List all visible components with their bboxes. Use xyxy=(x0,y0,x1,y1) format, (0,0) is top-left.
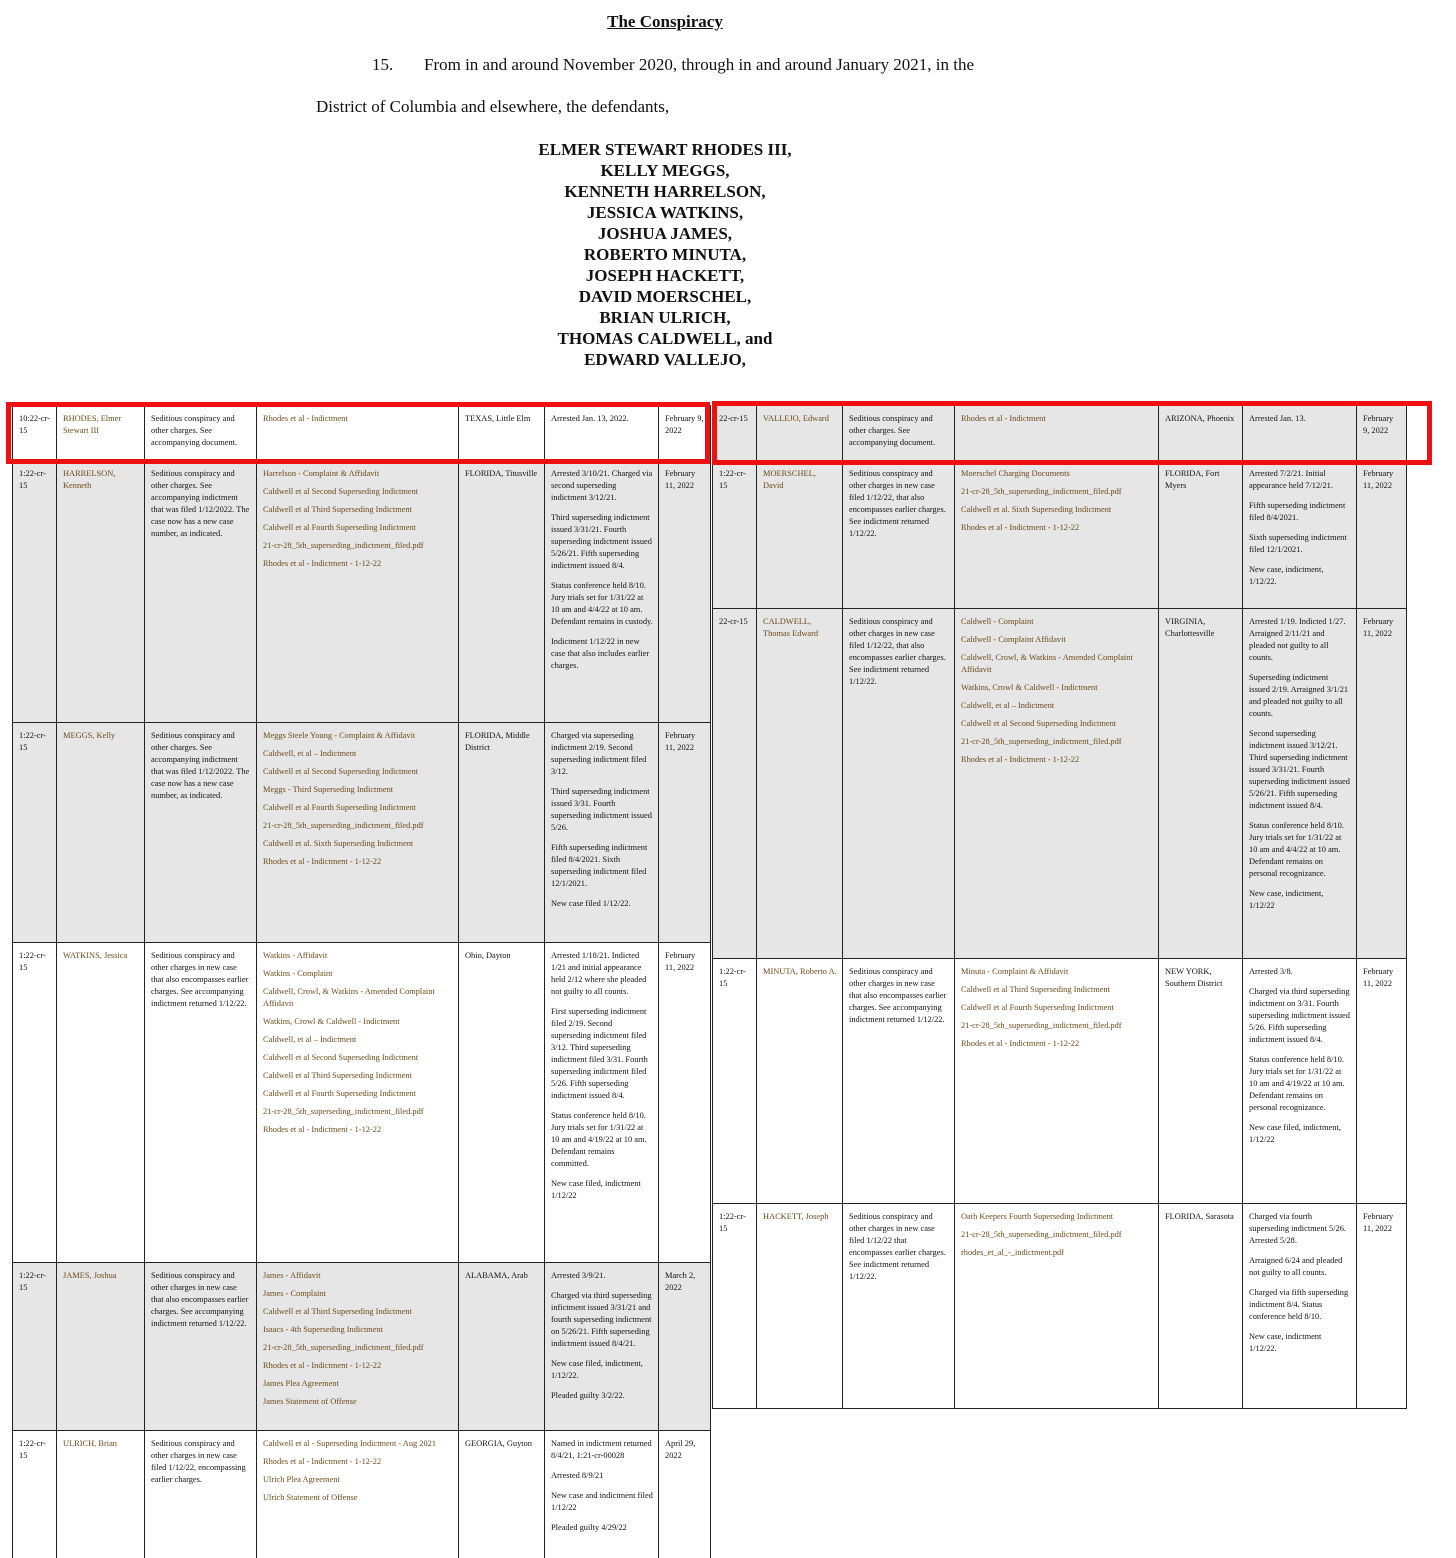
case-row xyxy=(13,1431,711,1558)
defendant-name-cell: MINUTA, Roberto A. xyxy=(757,959,843,1204)
document-link[interactable]: Caldwell et al Second Superseding Indictment xyxy=(263,487,419,496)
case-row xyxy=(13,461,711,723)
document-link[interactable]: Caldwell et al Fourth Superseding Indictment xyxy=(263,803,416,812)
status-paragraph: Arrested 3/8. xyxy=(1249,967,1293,976)
updated-date-cell: February 9, 2022 xyxy=(659,406,711,461)
status-paragraph: Second superseding indictment issued 3/12/21. Third superseding indictment issued 3/31/21. Fourth superseding indictment issued 5/26/21. Fifth superseding indictment issued 8/4. xyxy=(1249,729,1350,810)
charges-cell: Seditious conspiracy and other charges. See accompanying document. xyxy=(843,406,955,461)
document-link[interactable]: Meggs Steele Young - Complaint & Affidavit xyxy=(263,731,416,740)
status-paragraph: Arrested 8/9/21 xyxy=(551,1471,604,1480)
location-cell: FLORIDA, Fort Myers xyxy=(1159,461,1243,609)
defendant-name-cell: MEGGS, Kelly xyxy=(57,723,145,943)
document-link[interactable]: Rhodes et al - Indictment - 1-12-22 xyxy=(961,755,1080,764)
documents-cell xyxy=(955,1204,1159,1409)
status-paragraph: Fifth superseding indictment filed 8/4/2021. xyxy=(1249,501,1346,522)
case-number-cell: 1:22-cr-15 xyxy=(13,461,57,723)
location-cell: FLORIDA, Sarasota xyxy=(1159,1204,1243,1409)
case-row xyxy=(13,723,711,943)
case-row xyxy=(713,461,1407,609)
document-link[interactable]: Caldwell et al Fourth Superseding Indictment xyxy=(961,1003,1114,1012)
charges-cell: Seditious conspiracy and other charges in new case filed 1/12/22 that encompasses earlier charges. See indictment returned 1/12/22. xyxy=(843,1204,955,1409)
document-link[interactable]: Isaacs - 4th Superseding Indictment xyxy=(263,1325,384,1334)
status-cell xyxy=(1243,1204,1357,1409)
document-link[interactable]: Caldwell et al Third Superseding Indictment xyxy=(263,505,412,514)
case-number-cell: 22-cr-15 xyxy=(713,609,757,959)
status-paragraph: Fifth superseding indictment filed 8/4/2021. Sixth superseding indictment filed 12/1/2021. xyxy=(551,843,648,888)
status-paragraph: Arrested Jan. 13, 2022. xyxy=(551,414,629,423)
document-link[interactable]: Moerschel Charging Documents xyxy=(961,469,1070,478)
document-link[interactable]: Minuta - Complaint & Affidavit xyxy=(961,967,1069,976)
paragraph-line-2: District of Columbia and elsewhere, the defendants, xyxy=(316,97,670,116)
document-link[interactable]: Watkins - Complaint xyxy=(263,969,333,978)
document-link[interactable]: Rhodes et al - Indictment - 1-12-22 xyxy=(263,857,382,866)
status-cell xyxy=(545,723,659,943)
section-title: The Conspiracy xyxy=(607,12,723,31)
document-link[interactable]: 21-cr-28_5th_superseding_indictment_filed.pdf xyxy=(263,1343,424,1352)
updated-date-cell: February 11, 2022 xyxy=(1357,959,1407,1204)
documents-cell xyxy=(257,943,459,1263)
location-cell: NEW YORK, Southern District xyxy=(1159,959,1243,1204)
document-link[interactable]: Watkins, Crowl & Caldwell - Indictment xyxy=(263,1017,400,1026)
document-link[interactable]: Caldwell et al Second Superseding Indictment xyxy=(263,767,419,776)
documents-cell xyxy=(955,609,1159,959)
document-link[interactable]: James - Complaint xyxy=(263,1289,326,1298)
location-cell: ARIZONA, Phoenix xyxy=(1159,406,1243,461)
status-paragraph: Pleaded guilty 4/29/22 xyxy=(551,1523,627,1532)
defendant-name-cell: JAMES, Joshua xyxy=(57,1263,145,1431)
charges-cell: Seditious conspiracy and other charges. See accompanying indictment that was filed 1/12/2022. The case now has a new case number, as indicated. xyxy=(145,461,257,723)
paragraph-text-1: From in and around November 2020, through in and around January 2021, in the xyxy=(424,55,975,74)
status-paragraph: Arrested 1/19. Indicted 1/27. Arraigned 2/11/21 and pleaded not guilty to all counts. xyxy=(1249,617,1346,662)
status-cell xyxy=(1243,406,1357,461)
document-link[interactable]: Ulrich Statement of Offense xyxy=(263,1493,358,1502)
document-link[interactable]: Caldwell, Crowl, & Watkins - Amended Complaint Affidavit xyxy=(961,653,1133,674)
case-table-right xyxy=(712,405,1407,1409)
location-cell: ALABAMA, Arab xyxy=(459,1263,545,1431)
status-paragraph: Third superseding indictment issued 3/31/21. Fourth superseding indictment issued 5/26/21. Fifth superseding indictment issued 8/4. xyxy=(551,513,652,570)
defendant-name-cell: VALLEJO, Edward xyxy=(757,406,843,461)
document-link[interactable]: Caldwell - Complaint xyxy=(961,617,1034,626)
location-cell: TEXAS, Little Elm xyxy=(459,406,545,461)
case-table-left xyxy=(12,405,711,1558)
document-link[interactable]: Caldwell et al. Sixth Superseding Indictment xyxy=(263,839,414,848)
location-cell: FLORIDA, Titusville xyxy=(459,461,545,723)
status-cell xyxy=(1243,959,1357,1204)
defendant-name: BRIAN ULRICH, xyxy=(599,308,731,327)
documents-cell xyxy=(257,461,459,723)
status-paragraph: New case filed, indictment, 1/12/22 xyxy=(1249,1123,1341,1144)
charges-cell: Seditious conspiracy and other charges in new case that also encompasses earlier charges. See accompanying indictment returned 1/12/22. xyxy=(145,943,257,1263)
charges-cell: Seditious conspiracy and other charges. See accompanying document. xyxy=(145,406,257,461)
document-link[interactable]: Rhodes et al - Indictment xyxy=(263,414,348,423)
status-paragraph: Superseding indictment issued 2/19. Arraigned 3/1/21 and pleaded not guilty to all counts. xyxy=(1249,673,1349,718)
document-link[interactable]: 21-cr-28_5th_superseding_indictment_filed.pdf xyxy=(263,541,424,550)
document-link[interactable]: Caldwell et al Fourth Superseding Indictment xyxy=(263,523,416,532)
case-row xyxy=(13,943,711,1263)
status-paragraph: New case, indictment 1/12/22. xyxy=(1249,1332,1322,1353)
defendant-name: DAVID MOERSCHEL, xyxy=(578,287,752,306)
status-paragraph: New case and indictment filed 1/12/22 xyxy=(551,1491,653,1512)
document-link[interactable]: Ulrich Plea Agreement xyxy=(263,1475,340,1484)
status-paragraph: Arrested 1/18/21. Indicted 1/21 and initial appearance held 2/12 where she pleaded not guilty to all counts. xyxy=(551,951,647,996)
defendant-name: JOSEPH HACKETT, xyxy=(585,266,745,285)
document-link[interactable]: 21-cr-28_5th_superseding_indictment_filed.pdf xyxy=(961,1230,1122,1239)
status-paragraph: Status conference held 8/10. Jury trials set for 1/31/22 at 10 am and 4/19/22 at 10 am. Defendant remains committed. xyxy=(551,1111,647,1168)
status-paragraph: Charged via third superseding infictment issued 3/31/21 and fourth superseding indictment on 5/26/21. Fifth superseding indictment issued 8/4/21. xyxy=(551,1291,652,1348)
status-paragraph: Charged via fourth superseding indictment 5/26. Arrested 5/28. xyxy=(1249,1212,1346,1245)
document-link[interactable]: Meggs - Third Superseding Indictment xyxy=(263,785,394,794)
charges-cell: Seditious conspiracy and other charges in new case filed 1/12/22, encompassing earlier charges. xyxy=(145,1431,257,1558)
case-number-cell: 10:22-cr-15 xyxy=(13,406,57,461)
defendant-name-cell: MOERSCHEL, David xyxy=(757,461,843,609)
status-paragraph: New case filed, indictment 1/12/22 xyxy=(551,1179,641,1200)
defendant-name: KENNETH HARRELSON, xyxy=(564,182,766,201)
charges-cell: Seditious conspiracy and other charges in new case that also encompasses earlier charges. See accompanying indictment returned 1/12/22. xyxy=(145,1263,257,1431)
document-link[interactable]: Caldwell et al - Superseding Indictment - Aug 2021 xyxy=(263,1439,437,1448)
case-number-cell: 1:22-cr-15 xyxy=(713,1204,757,1409)
defendant-name-cell: HARRELSON, Kenneth xyxy=(57,461,145,723)
updated-date-cell: February 11, 2022 xyxy=(1357,1204,1407,1409)
case-number-cell: 1:22-cr-15 xyxy=(713,959,757,1204)
case-number-cell: 22-cr-15 xyxy=(713,406,757,461)
status-paragraph: Charged via third superseding indictment on 3/31. Fourth superseding indictment issued 5/26. Fifth superseding indictment issued 8/4. xyxy=(1249,987,1350,1044)
defendant-name: EDWARD VALLEJO, xyxy=(584,350,746,369)
location-cell: VIRGINIA, Charlottesville xyxy=(1159,609,1243,959)
document-link[interactable]: Rhodes et al - Indictment - 1-12-22 xyxy=(263,1457,382,1466)
location-cell: GEORGIA, Guyton xyxy=(459,1431,545,1558)
defendant-name: JESSICA WATKINS, xyxy=(586,203,744,222)
document-link[interactable]: Caldwell et al Third Superseding Indictment xyxy=(961,985,1110,994)
charges-cell: Seditious conspiracy and other charges. See accompanying indictment that was filed 1/12/2022. The case now has a new case number, as indicated. xyxy=(145,723,257,943)
status-cell xyxy=(1243,609,1357,959)
status-cell xyxy=(545,461,659,723)
document-link[interactable]: Caldwell et al Third Superseding Indictment xyxy=(263,1307,412,1316)
document-link[interactable]: Caldwell et al Second Superseding Indictment xyxy=(961,719,1117,728)
document-link[interactable]: James Statement of Offense xyxy=(263,1397,357,1406)
case-number-cell: 1:22-cr-15 xyxy=(13,1263,57,1431)
defendant-name-cell: RHODES, Elmer Stewart III xyxy=(57,406,145,461)
charges-cell: Seditious conspiracy and other charges in new case filed 1/12/22, that also encompasses earlier charges. See indictment returned 1/12/22. xyxy=(843,461,955,609)
status-paragraph: Arrested 3/10/21. Charged via second superseding indictment 3/12/21. xyxy=(551,469,653,502)
updated-date-cell: February 11, 2022 xyxy=(1357,461,1407,609)
status-paragraph: Status conference held 8/10. Jury trials set for 1/31/22 at 10 am and 4/4/22 at 10 am. Defendant remains on personal recognizance. xyxy=(1249,821,1344,878)
updated-date-cell: February 11, 2022 xyxy=(659,723,711,943)
document-link[interactable]: Caldwell - Complaint Affidavit xyxy=(961,635,1066,644)
location-cell: Ohio, Dayton xyxy=(459,943,545,1263)
paragraph-line-1 xyxy=(372,55,974,75)
documents-cell xyxy=(257,723,459,943)
document-link[interactable]: Caldwell, et al – Indictment xyxy=(263,749,357,758)
updated-date-cell: April 29, 2022 xyxy=(659,1431,711,1558)
document-link[interactable]: 21-cr-28_5th_superseding_indictment_filed.pdf xyxy=(263,1107,424,1116)
updated-date-cell: March 2, 2022 xyxy=(659,1263,711,1431)
status-paragraph: Indictment 1/12/22 in new case that also includes earlier charges. xyxy=(551,637,650,670)
case-number-cell: 1:22-cr-15 xyxy=(13,723,57,943)
status-paragraph: Arrested 7/2/21. Initial appearance held 7/12/21. xyxy=(1249,469,1333,490)
case-row xyxy=(713,406,1407,461)
document-link[interactable]: Caldwell, et al – Indictment xyxy=(263,1035,357,1044)
status-paragraph: Arrested Jan. 13. xyxy=(1249,414,1306,423)
defendant-name-cell: HACKETT, Joseph xyxy=(757,1204,843,1409)
document-link[interactable]: Caldwell et al Third Superseding Indictment xyxy=(263,1071,412,1080)
defendant-name-cell: ULRICH, Brian xyxy=(57,1431,145,1558)
status-paragraph: Sixth superseding indictment filed 12/1/2021. xyxy=(1249,533,1347,554)
document-link[interactable]: James - Affidavit xyxy=(263,1271,321,1280)
status-cell xyxy=(545,943,659,1263)
status-cell xyxy=(545,1263,659,1431)
document-link[interactable]: 21-cr-28_5th_superseding_indictment_filed.pdf xyxy=(961,487,1122,496)
document-link[interactable]: James Plea Agreement xyxy=(263,1379,339,1388)
status-paragraph: Pleaded guilty 3/2/22. xyxy=(551,1391,625,1400)
documents-cell xyxy=(257,1263,459,1431)
document-link[interactable]: Rhodes et al - Indictment xyxy=(961,414,1046,423)
status-paragraph: Charged via fifth superseding indictment 8/4. Status conference held 8/10. xyxy=(1249,1288,1349,1321)
document-link[interactable]: Caldwell et al Second Superseding Indictment xyxy=(263,1053,419,1062)
document-link[interactable]: rhodes_et_al_-_indictment.pdf xyxy=(961,1248,1065,1257)
defendant-list xyxy=(0,139,1330,370)
document-link[interactable]: 21-cr-28_5th_superseding_indictment_filed.pdf xyxy=(263,821,424,830)
updated-date-cell: February 9, 2022 xyxy=(1357,406,1407,461)
document-link[interactable]: Caldwell, Crowl, & Watkins - Amended Complaint Affidavit xyxy=(263,987,435,1008)
documents-cell xyxy=(955,406,1159,461)
status-paragraph: New case filed 1/12/22. xyxy=(551,899,631,908)
documents-cell xyxy=(257,406,459,461)
document-link[interactable]: Rhodes et al - Indictment - 1-12-22 xyxy=(263,1125,382,1134)
charges-cell: Seditious conspiracy and other charges in new case filed 1/12/22, that also encompasses earlier charges. See indictment returned 1/12/22. xyxy=(843,609,955,959)
paragraph-number: 15. xyxy=(372,55,394,74)
updated-date-cell: February 11, 2022 xyxy=(659,943,711,1263)
defendant-name-cell: WATKINS, Jessica xyxy=(57,943,145,1263)
document-link[interactable]: 21-cr-28_5th_superseding_indictment_filed.pdf xyxy=(961,737,1122,746)
document-link[interactable]: Rhodes et al - Indictment - 1-12-22 xyxy=(961,1039,1080,1048)
defendant-name-cell: CALDWELL, Thomas Edward xyxy=(757,609,843,959)
case-row xyxy=(13,1263,711,1431)
status-cell xyxy=(545,1431,659,1558)
status-paragraph: Status conference held 8/10. Jury trials set for 1/31/22 at 10 am and 4/19/22 at 10 am. Defendant remains on personal recognizance. xyxy=(1249,1055,1345,1112)
document-link[interactable]: Rhodes et al - Indictment - 1-12-22 xyxy=(263,559,382,568)
document-link[interactable]: Caldwell et al Fourth Superseding Indictment xyxy=(263,1089,416,1098)
documents-cell xyxy=(955,461,1159,609)
document-link[interactable]: Watkins - Affidavit xyxy=(263,951,328,960)
document-link[interactable]: Watkins, Crowl & Caldwell - Indictment xyxy=(961,683,1098,692)
defendant-name: JOSHUA JAMES, xyxy=(597,224,733,243)
document-link[interactable]: Rhodes et al - Indictment - 1-12-22 xyxy=(961,523,1080,532)
status-paragraph: New case filed, indictment, 1/12/22. xyxy=(551,1359,643,1380)
status-paragraph: Arraigned 6/24 and pleaded not guilty to all counts. xyxy=(1249,1256,1343,1277)
documents-cell xyxy=(257,1431,459,1558)
status-paragraph: New case, indictment, 1/12/22. xyxy=(1249,565,1324,586)
document-link[interactable]: Caldwell, et al – Indictment xyxy=(961,701,1055,710)
case-number-cell: 1:22-cr-15 xyxy=(713,461,757,609)
case-row xyxy=(713,1204,1407,1409)
status-cell xyxy=(545,406,659,461)
updated-date-cell: February 11, 2022 xyxy=(659,461,711,723)
status-paragraph: First superseding indictment filed 2/19. Second superseding indictment filed 3/12. Third superseding indictment filed 3/31. Fourth superseding indictment filed 5/26. Fifth superseding indictment issued 8/4. xyxy=(551,1007,648,1100)
location-cell: FLORIDA, Middle District xyxy=(459,723,545,943)
case-row xyxy=(713,609,1407,959)
status-paragraph: Named in indictment returned 8/4/21, 1:21-cr-00028 xyxy=(551,1439,652,1460)
status-cell xyxy=(1243,461,1357,609)
status-paragraph: Third superseding indictment issued 3/31. Fourth superseding indictment issued 5/26. xyxy=(551,787,652,832)
status-paragraph: New case, indictment, 1/12/22 xyxy=(1249,889,1324,910)
status-paragraph: Charged via superseding indictment 2/19. Second superseding indictment filed 3/12. xyxy=(551,731,647,776)
case-number-cell: 1:22-cr-15 xyxy=(13,943,57,1263)
status-paragraph: Arrested 3/9/21. xyxy=(551,1271,606,1280)
defendant-name: ROBERTO MINUTA, xyxy=(583,245,747,264)
document-link[interactable]: 21-cr-28_5th_superseding_indictment_filed.pdf xyxy=(961,1021,1122,1030)
updated-date-cell: February 11, 2022 xyxy=(1357,609,1407,959)
case-number-cell: 1:22-cr-15 xyxy=(13,1431,57,1558)
document-link[interactable]: Caldwell et al. Sixth Superseding Indictment xyxy=(961,505,1112,514)
charges-cell: Seditious conspiracy and other charges in new case that also encompasses earlier charges. See accompanying indictment returned 1/12/22. xyxy=(843,959,955,1204)
documents-cell xyxy=(955,959,1159,1204)
document-link[interactable]: Rhodes et al - Indictment - 1-12-22 xyxy=(263,1361,382,1370)
case-row xyxy=(13,406,711,461)
document-link[interactable]: Harrelson - Complaint & Affidavit xyxy=(263,469,380,478)
document-link[interactable]: Oath Keepers Fourth Superseding Indictment xyxy=(961,1212,1114,1221)
case-row xyxy=(713,959,1407,1204)
defendant-name: KELLY MEGGS, xyxy=(600,161,730,180)
defendant-name: ELMER STEWART RHODES III, xyxy=(538,140,792,159)
defendant-name: THOMAS CALDWELL, and xyxy=(557,329,773,348)
status-paragraph: Status conference held 8/10. Jury trials set for 1/31/22 at 10 am and 4/4/22 at 10 am. Defendant remains in custody. xyxy=(551,581,653,626)
